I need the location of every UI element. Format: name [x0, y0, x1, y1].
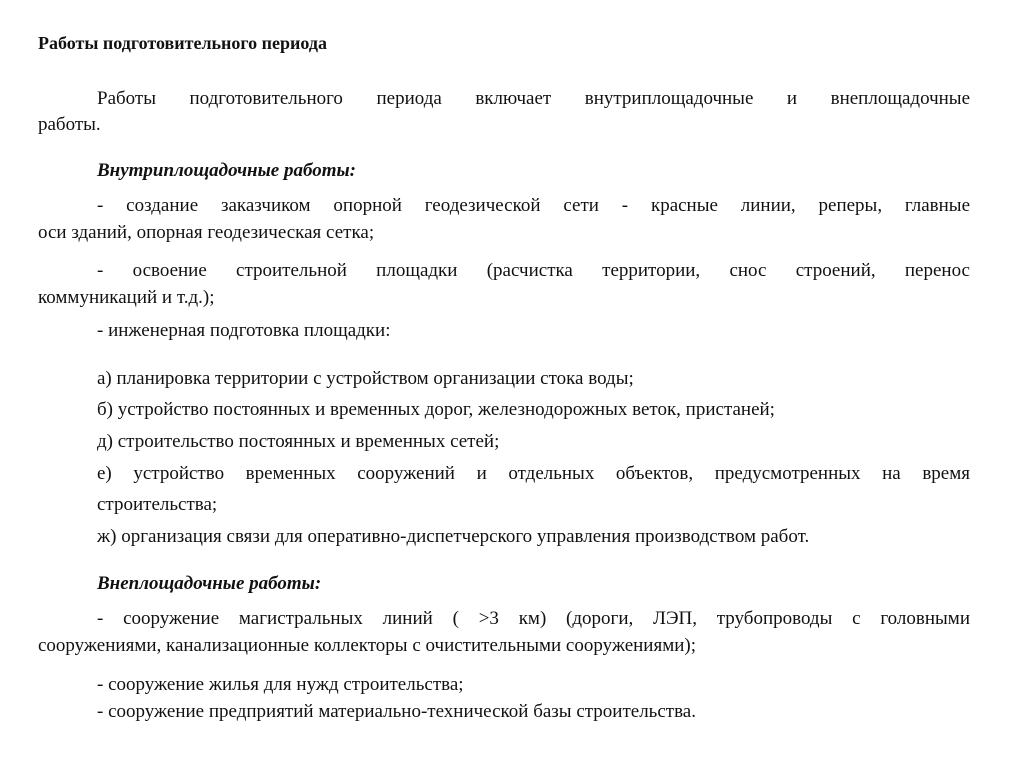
sub-item-e-line-2: строительства; [97, 494, 218, 515]
document-title: Работы подготовительного периода [38, 33, 327, 53]
intro-line-1: Работы подготовительного периода включает внутриплощадочные и внеплощадочные [97, 88, 970, 109]
sub-item-a: а) планировка территории с устройством организации стока воды; [97, 368, 634, 389]
sub-item-zh: ж) организация связи для оперативно-диспетчерского управления производством работ. [97, 526, 810, 547]
outer-item-3: - сооружение предприятий материально-технической базы строительства. [97, 701, 696, 722]
intro-line-2: работы. [38, 114, 101, 135]
inner-item-1-line-1: - создание заказчиком опорной геодезической сети - красные линии, реперы, главные [97, 195, 970, 216]
outer-item-1-line-2: сооружениями, канализационные коллекторы с очистительными сооружениями); [38, 635, 697, 656]
outer-item-2: - сооружение жилья для нужд строительства; [97, 674, 464, 695]
inner-works-heading: Внутриплощадочные работы: [97, 160, 356, 181]
inner-item-2-line-2: коммуникаций и т.д.); [38, 287, 215, 308]
inner-item-1-line-2: оси зданий, опорная геодезическая сетка; [38, 222, 375, 243]
outer-item-1-line-1: - сооружение магистральных линий ( >3 км) (дороги, ЛЭП, трубопроводы с головными [97, 608, 970, 629]
sub-item-b: б) устройство постоянных и временных дорог, железнодорожных веток, пристаней; [97, 399, 775, 420]
sub-item-d: д) строительство постоянных и временных сетей; [97, 431, 500, 452]
outer-works-heading: Внеплощадочные работы: [97, 573, 322, 594]
inner-item-2-line-1: - освоение строительной площадки (расчистка территории, снос строений, перенос [97, 260, 970, 281]
sub-item-e-line-1: е) устройство временных сооружений и отдельных объектов, предусмотренных на время [97, 463, 970, 484]
inner-item-3: - инженерная подготовка площадки: [97, 320, 391, 341]
